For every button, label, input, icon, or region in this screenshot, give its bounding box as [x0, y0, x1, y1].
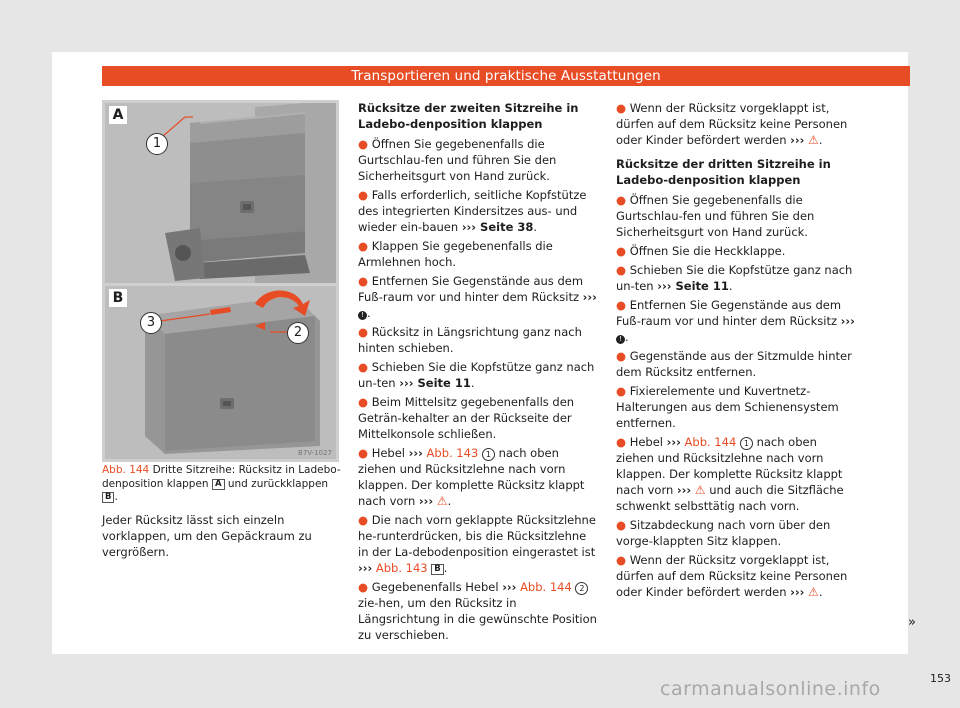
list-item-text: Gegebenenfalls Hebel [371, 580, 499, 594]
list-item-text: Gegenstände aus der Sitzmulde hinter dem Rücksitz entfernen. [616, 349, 852, 379]
section-heading-third-row: Rücksitze der dritten Sitzreihe in Ladebo-denposition klappen [616, 157, 831, 187]
list-item-text: Entfernen Sie Gegenstände aus dem Fuß-raum vor und hinter dem Rücksitz [616, 298, 842, 328]
watermark-text: carmanualsonline.info [660, 678, 881, 700]
list-item-text: Wenn der Rücksitz vorgeklappt ist, dürfen auf dem Rücksitz keine Personen oder Kinder befördert werden [616, 553, 848, 599]
bullet-icon: ● [616, 553, 627, 567]
arrows-icon: ››› [408, 446, 423, 460]
list-item-text: Hebel [371, 446, 405, 460]
list-item: ● Falls erforderlich, seitliche Kopfstütze des integrierten Kindersitzes aus- und wieder ein-bauen ››› Seite 38. [358, 188, 587, 234]
list-item [616, 383, 856, 431]
list-item: ● Wenn der Rücksitz vorgeklappt ist, dürfen auf dem Rücksitz keine Personen oder Kinder befördert werden ››› ⚠. [616, 101, 848, 147]
list-item-text: Schieben Sie die Kopfstütze ganz nach un-ten [358, 360, 595, 390]
caption-text-2: und zurückklappen [227, 477, 329, 490]
list-item-text: Rücksitz in Längsrichtung ganz nach hinten schieben. [358, 325, 582, 355]
bullet-icon: ● [358, 446, 369, 460]
arrows-icon: ››› [840, 314, 855, 328]
reference-text: Seite 38 [480, 220, 534, 234]
list-item-text: Falls erforderlich, seitliche Kopfstütze des integrierten Kindersitzes aus- und wieder ein-bauen [358, 188, 587, 234]
caption-text-1: Dritte Sitzreihe: Rücksitz in Ladebo-denposition klappen [102, 464, 341, 490]
list-item-text: Öffnen Sie die Heckklappe. [629, 244, 786, 258]
list-item [358, 394, 598, 442]
arrows-icon: ››› [582, 290, 597, 304]
list-item-text: nach oben ziehen und Rücksitzlehne nach vorn klappen. Der komplette Rücksitz klappt nach vorn [358, 446, 585, 508]
list-item [616, 348, 856, 380]
arrows-icon: ››› [676, 483, 692, 497]
arrows-icon: ››› [657, 279, 672, 293]
list-item-text: Beim Mittelsitz gegebenenfalls den Geträn-kehalter an der Rückseite der Mittelkonsole schließen. [358, 395, 575, 441]
panel-a-label: A [109, 106, 127, 124]
list-item-text: Entfernen Sie Gegenstände aus dem Fuß-raum vor und hinter dem Rücksitz [358, 274, 584, 304]
callout-1: 1 [146, 133, 168, 155]
reference-text: Seite 11 [675, 279, 729, 293]
info-icon[interactable]: ! [616, 335, 625, 344]
figure-reference-link[interactable]: Abb. 144 [684, 435, 737, 449]
bullet-icon: ● [358, 325, 369, 339]
arrows-icon: ››› [358, 561, 373, 575]
bullet-icon: ● [616, 435, 627, 449]
list-item [358, 238, 598, 270]
list-item-text: und auch die Sitzfläche schwenkt selbsttätig nach vorn. [616, 483, 844, 513]
section-heading-second-row: Rücksitze der zweiten Sitzreihe in Ladebo-denposition klappen [358, 101, 579, 131]
warning-icon[interactable]: ⚠ [436, 494, 448, 508]
bullet-icon: ● [616, 244, 627, 258]
list-item [616, 192, 856, 240]
caption-box-b: B [102, 492, 114, 503]
page-number: 153 [930, 672, 951, 685]
list-item-text: Klappen Sie gegebenenfalls die Armlehnen hoch. [358, 239, 553, 269]
list-item: ● Hebel ››› Abb. 143 1 nach oben ziehen und Rücksitzlehne nach vorn klappen. Der komplette Rücksitz klappt nach vorn ››› ⚠. [358, 446, 585, 508]
list-item-text: Wenn der Rücksitz vorgeklappt ist, dürfen auf dem Rücksitz keine Personen oder Kinder befördert werden [616, 101, 848, 147]
caption-box-a: A [212, 479, 225, 490]
bullet-icon: ● [358, 360, 369, 374]
intro-paragraph: Jeder Rücksitz lässt sich einzeln vorklappen, um den Gepäckraum zu vergrößern. [102, 513, 312, 559]
list-item-text: nach oben ziehen und Rücksitzlehne nach vorn klappen. Der komplette Rücksitz klappt nach vorn [616, 435, 843, 497]
arrows-icon: ››› [461, 220, 477, 234]
list-item: ● Schieben Sie die Kopfstütze ganz nach un-ten ››› Seite 11. [616, 263, 853, 293]
continued-icon: » [908, 615, 916, 630]
list-item [616, 243, 856, 259]
arrows-icon: ››› [502, 580, 517, 594]
arrows-icon: ››› [666, 435, 681, 449]
bullet-icon: ● [358, 274, 369, 288]
reference-text: Seite 11 [417, 376, 471, 390]
figure-box-b: B [431, 564, 443, 575]
info-icon[interactable]: ! [358, 311, 367, 320]
bullet-icon: ● [358, 188, 369, 202]
list-item: ● Wenn der Rücksitz vorgeklappt ist, dürfen auf dem Rücksitz keine Personen oder Kinder befördert werden ››› ⚠. [616, 553, 848, 599]
page-header: Transportieren und praktische Ausstattungen [102, 66, 910, 86]
figure-panel-b [105, 286, 336, 459]
list-item [358, 579, 598, 643]
warning-icon[interactable]: ⚠ [808, 133, 819, 147]
list-item-text: Sitzabdeckung nach vorn über den vorge-klappten Sitz klappen. [616, 518, 831, 548]
bullet-icon: ● [358, 513, 369, 527]
callout-number: 2 [575, 582, 588, 595]
bullet-icon: ● [616, 298, 627, 312]
folded-seat-illustration [105, 103, 336, 283]
list-item-text: Schieben Sie die Kopfstütze ganz nach un-ten [616, 263, 853, 293]
bullet-icon: ● [358, 395, 369, 409]
list-item: ● Die nach vorn geklappte Rücksitzlehne he-runterdrücken, bis die Rücksitzlehne in der La-debodenposition eingerastet ist ››› Abb. 143 B . [358, 513, 596, 575]
list-item [616, 434, 856, 514]
column-third-row [616, 100, 856, 603]
warning-icon[interactable]: ⚠ [694, 483, 706, 497]
column-second-row [358, 100, 598, 646]
bullet-icon: ● [616, 101, 627, 115]
list-item [358, 324, 598, 356]
arrows-icon: ››› [790, 133, 805, 147]
manual-page [52, 52, 951, 685]
list-item-text: Öffnen Sie gegebenenfalls die Gurtschlau-fen und führen Sie den Sicherheitsgurt von Hand zurück. [358, 137, 557, 183]
list-item-text: Fixierelemente und Kuvertnetz-Halterungen aus dem Schienensystem entfernen. [616, 384, 839, 430]
list-item-text: Die nach vorn geklappte Rücksitzlehne he-runterdrücken, bis die Rücksitzlehne in der La-debodenposition eingerastet ist [358, 513, 596, 559]
callout-number: 1 [482, 448, 495, 461]
bullet-icon: ● [616, 349, 627, 363]
page-reference-link[interactable] [462, 220, 534, 234]
caption-text-3: . [114, 491, 118, 503]
callout-2: 2 [287, 322, 309, 344]
list-item [358, 136, 598, 184]
bullet-icon: ● [616, 263, 627, 277]
list-item-text: Öffnen Sie gegebenenfalls die Gurtschlau-fen und führen Sie den Sicherheitsgurt von Hand zurück. [616, 193, 815, 239]
arrows-icon: ››› [790, 585, 805, 599]
figure-caption [102, 464, 342, 505]
callout-3: 3 [140, 312, 162, 334]
bullet-icon: ● [616, 518, 627, 532]
figure-144 [102, 100, 339, 462]
warning-icon[interactable]: ⚠ [808, 585, 819, 599]
bullet-icon: ● [358, 137, 369, 151]
page-reference-link[interactable] [657, 279, 729, 293]
bullet-icon: ● [616, 384, 627, 398]
figure-code: B7V-1027 [298, 449, 332, 457]
caption-figure-number: Abb. 144 [102, 464, 150, 476]
figure-panel-a [105, 103, 336, 283]
list-item-text: zie-hen, um den Rücksitz in Längsrichtung in die gewünschte Position zu verschieben. [358, 596, 597, 642]
figure-reference-link[interactable]: Abb. 144 [520, 580, 572, 594]
panel-b-label: B [109, 289, 127, 307]
list-item: ● Entfernen Sie Gegenstände aus dem Fuß-raum vor und hinter dem Rücksitz ››› ! . [616, 298, 855, 344]
list-item [616, 517, 856, 549]
figure-reference-link[interactable]: Abb. 143 [426, 446, 479, 460]
page-reference-link[interactable] [399, 376, 471, 390]
unfolded-seat-illustration [105, 286, 336, 459]
bullet-icon: ● [358, 239, 369, 253]
bullet-icon: ● [358, 580, 369, 594]
arrows-icon: ››› [418, 494, 434, 508]
arrows-icon: ››› [399, 376, 414, 390]
list-item: ● Schieben Sie die Kopfstütze ganz nach un-ten ››› Seite 11. [358, 360, 595, 390]
callout-number: 1 [740, 437, 753, 450]
figure-reference-link[interactable]: Abb. 143 [375, 561, 428, 575]
bullet-icon: ● [616, 193, 627, 207]
list-item: ● Entfernen Sie Gegenstände aus dem Fuß-raum vor und hinter dem Rücksitz ››› ! . [358, 274, 597, 320]
list-item-text: Hebel [629, 435, 663, 449]
